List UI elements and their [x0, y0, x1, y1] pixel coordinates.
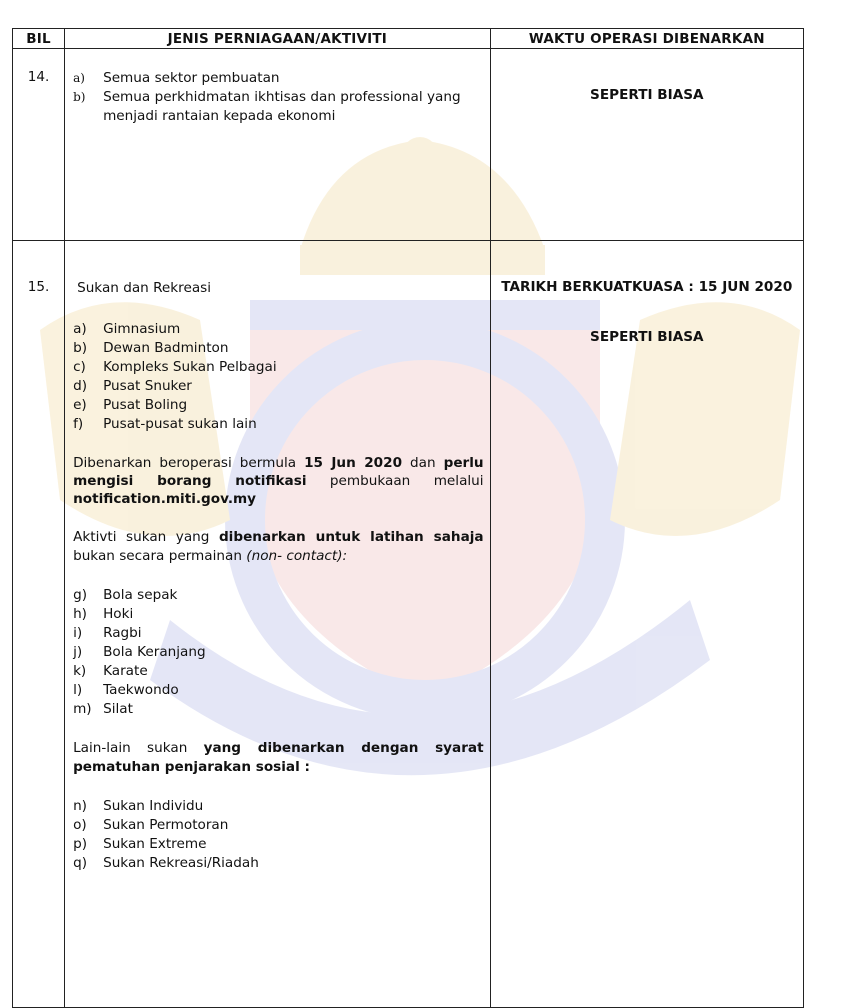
row14-bil: 14.	[13, 49, 65, 241]
list-item-label: b)	[73, 90, 86, 104]
row15-jenis	[65, 241, 491, 1008]
list-item	[73, 320, 484, 339]
list-item-text: Bola Keranjang	[103, 644, 206, 660]
list-item-label: p)	[73, 836, 87, 852]
training-paragraph	[73, 528, 484, 566]
list-item	[73, 339, 484, 358]
list-item-label: b)	[73, 340, 87, 356]
list-item	[73, 662, 484, 681]
list-item	[73, 624, 484, 643]
training-bold: dibenarkan untuk latihan sahaja	[218, 529, 484, 545]
list-item-text: Taekwondo	[103, 682, 179, 698]
list-item-text: Semua perkhidmatan ikhtisas dan professional yang menjadi rantaian kepada ekonomi	[103, 89, 461, 124]
list-item	[73, 700, 484, 719]
list-item-text: Pusat-pusat sukan lain	[103, 416, 257, 432]
list-item-label: o)	[73, 817, 87, 833]
list-item-label: g)	[73, 587, 87, 603]
text-span: dan	[402, 455, 444, 471]
list-item-text: Ragbi	[103, 625, 142, 641]
text-span: Lain-lain sukan	[73, 740, 204, 756]
list-item-text: Karate	[103, 663, 148, 679]
row15-waktu	[490, 241, 803, 1008]
list-item-text: Sukan Permotoran	[103, 817, 229, 833]
header-bil: BIL	[13, 29, 65, 49]
table-header-row	[13, 29, 804, 49]
list-item	[73, 835, 484, 854]
header-waktu: WAKTU OPERASI DIBENARKAN	[490, 29, 803, 49]
list-item-label: d)	[73, 378, 87, 394]
list-item-label: m)	[73, 701, 92, 717]
list-item-text: Sukan Rekreasi/Riadah	[103, 855, 259, 871]
miti-url: notification.miti.gov.my	[73, 491, 257, 507]
list-item	[73, 586, 484, 605]
list-item-text: Sukan Individu	[103, 798, 204, 814]
list-item-label: l)	[73, 682, 83, 698]
list-item-text: Kompleks Sukan Pelbagai	[103, 359, 277, 375]
list-item	[73, 643, 484, 662]
list-item-label: j)	[73, 644, 83, 660]
list-item	[73, 69, 484, 88]
row14-list	[73, 69, 484, 126]
sports-list-a	[73, 320, 484, 434]
list-item-label: a)	[73, 321, 87, 337]
list-item	[73, 797, 484, 816]
list-item-text: Hoki	[103, 606, 134, 622]
table-row	[13, 49, 804, 241]
header-jenis: JENIS PERNIAGAAN/AKTIVITI	[65, 29, 491, 49]
notification-bold: perlu mengisi borang notifikasi	[73, 455, 484, 489]
row15-title: Sukan dan Rekreasi	[77, 280, 212, 296]
list-item-text: Sukan Extreme	[103, 836, 207, 852]
list-item	[73, 358, 484, 377]
text-span: Dibenarkan beroperasi bermula	[73, 455, 305, 471]
list-item	[73, 88, 484, 126]
sports-list-n	[73, 797, 484, 873]
social-distancing-paragraph	[73, 739, 484, 777]
list-item-label: k)	[73, 663, 87, 679]
list-item-label: h)	[73, 606, 87, 622]
row15-bil: 15.	[13, 241, 65, 1008]
list-item-label: e)	[73, 397, 87, 413]
list-item-label: i)	[73, 625, 83, 641]
list-item	[73, 854, 484, 873]
row15-waktu-status: SEPERTI BIASA	[590, 329, 704, 345]
list-item-label: a)	[73, 71, 85, 85]
list-item-text: Semua sektor pembuatan	[103, 70, 280, 86]
list-item	[73, 605, 484, 624]
list-item-text: Pusat Snuker	[103, 378, 192, 394]
text-span: pembukaan melalui	[306, 473, 484, 489]
notification-paragraph	[73, 454, 484, 508]
sports-list-g	[73, 586, 484, 719]
list-item-label: q)	[73, 855, 87, 871]
non-contact-italic: (non- contact):	[246, 548, 348, 564]
row14-jenis	[65, 49, 491, 241]
list-item-text: Gimnasium	[103, 321, 181, 337]
text-span: Aktivti sukan yang	[73, 529, 219, 545]
row14-waktu: SEPERTI BIASA	[490, 49, 803, 241]
text-span: bukan secara permainan	[73, 548, 247, 564]
list-item-label: n)	[73, 798, 87, 814]
list-item-text: Pusat Boling	[103, 397, 188, 413]
list-item	[73, 816, 484, 835]
list-item	[73, 377, 484, 396]
list-item	[73, 396, 484, 415]
list-item-text: Silat	[103, 701, 133, 717]
effective-date: TARIKH BERKUATKUASA : 15 JUN 2020	[501, 279, 793, 295]
date-bold: 15 Jun 2020	[304, 455, 403, 471]
list-item-label: f)	[73, 416, 84, 432]
table-row	[13, 241, 804, 1008]
operations-table	[12, 28, 804, 1008]
list-item	[73, 681, 484, 700]
list-item-text: Bola sepak	[103, 587, 178, 603]
list-item	[73, 415, 484, 434]
list-item-text: Dewan Badminton	[103, 340, 229, 356]
social-distancing-bold: yang dibenarkan dengan syarat pematuhan penjarakan sosial :	[73, 740, 484, 775]
list-item-label: c)	[73, 359, 86, 375]
